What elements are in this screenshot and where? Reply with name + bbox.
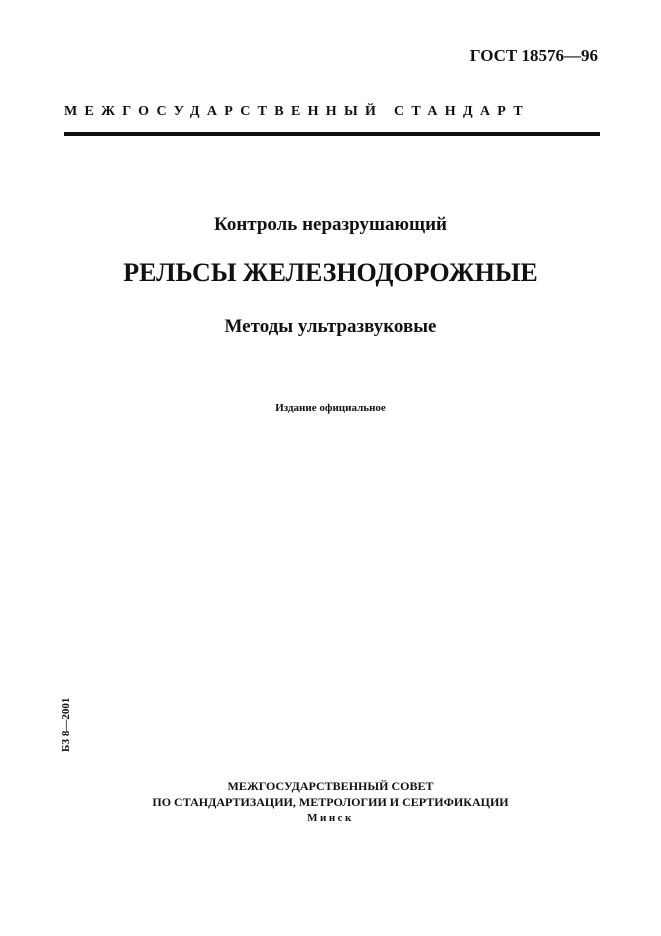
document-subtitle: Методы ультразвуковые xyxy=(224,316,437,337)
header-rule xyxy=(64,132,600,136)
publisher-block xyxy=(0,778,661,826)
publisher-line-2: ПО СТАНДАРТИЗАЦИИ, МЕТРОЛОГИИ И СЕРТИФИКАЦИИ xyxy=(152,795,509,809)
side-registration-code: БЗ 8—2001 xyxy=(60,697,72,752)
document-code: ГОСТ 18576—96 xyxy=(469,46,598,65)
document-subject: Контроль неразрушающий xyxy=(213,214,447,235)
document-title: РЕЛЬСЫ ЖЕЛЕЗНОДОРОЖНЫЕ xyxy=(123,258,538,287)
standard-type-heading: МЕЖГОСУДАРСТВЕННЫЙ СТАНДАРТ xyxy=(64,104,530,119)
publisher-city: Минск xyxy=(307,812,354,824)
publisher-line-1: МЕЖГОСУДАРСТВЕННЫЙ СОВЕТ xyxy=(227,779,434,793)
edition-note: Издание официальное xyxy=(275,402,386,414)
